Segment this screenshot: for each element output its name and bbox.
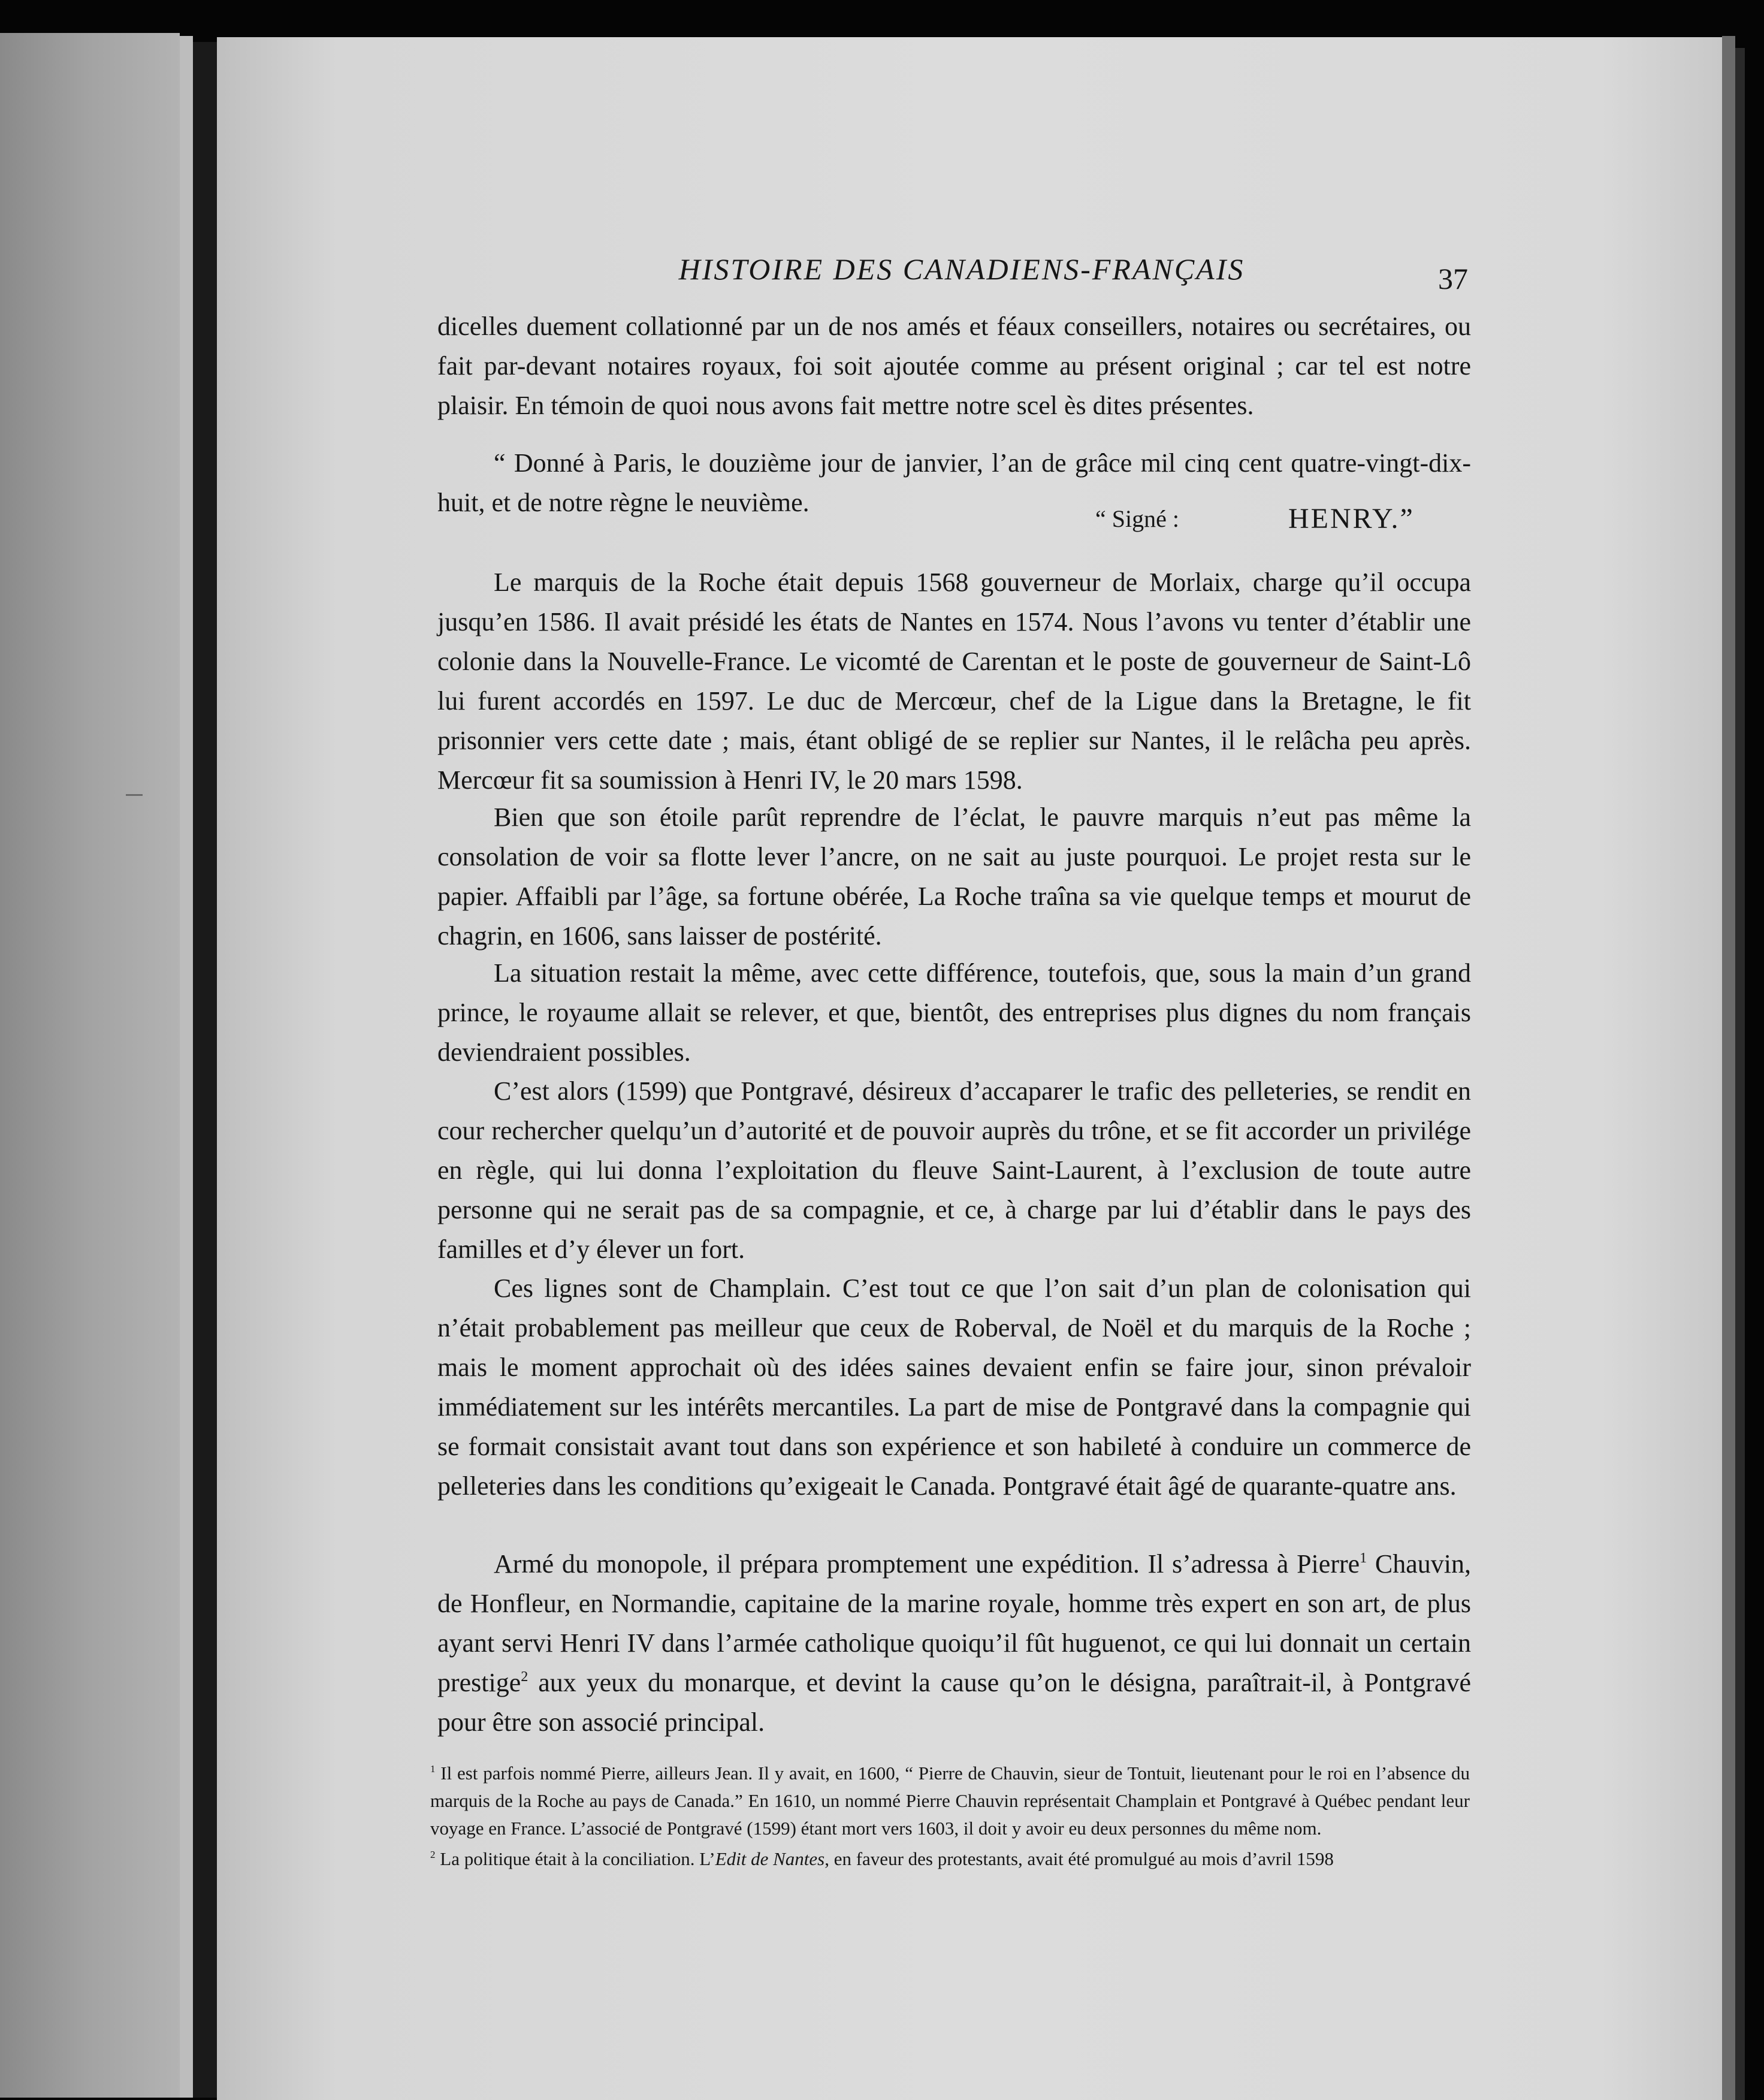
page-number: 37 <box>1438 262 1468 295</box>
paragraph-continuation: dicelles duement collationné par un de nos amés et féaux conseillers, notaires ou secrétaires, ou fait par-devant notaires royaux, foi soit ajoutée comme au présent original ; car tel est notre plaisir. En témoin de quoi nous avons fait mettre notre scel ès dites présentes. <box>437 312 1471 420</box>
footnote-2-mark: 2 <box>430 1849 436 1861</box>
facing-page-fragment <box>0 33 180 2098</box>
page-stack-edge <box>1735 48 1745 2100</box>
footnote-1-text: Il est parfois nommé Pierre, ailleurs Jean. Il y avait, en 1600, “ Pierre de Chauvin, sieur de Tontuit, lieutenant pour le roi en l’absence du marquis de la Roche au pays de Canada.” En 1610, un nommé Pierre Chauvin représentait Champlain et Pontgravé à Québec pendant leur voyage en France. L’associé de Pontgravé (1599) étant mort vers 1603, il doit y avoir eu deux personnes du même nom. <box>430 1763 1470 1839</box>
facing-page-edge <box>180 36 193 2098</box>
paragraph-champlain: Ces lignes sont de Champlain. C’est tout ce que l’on sait d’un plan de colonisation qui n’était probablement pas meilleur que ceux de Roberval, de Noël et du marquis de la Roche ; mais le moment approchait où des idées saines devaient enfin se faire jour, sinon prévaloir immédiatement sur les intérêts mercantiles. La part de mise de Pontgravé dans la compagnie qui se formait consistait avant tout dans son expérience et son habileté à conduire un commerce de pelleteries dans les conditions qu’exigeait le Canada. Pontgravé était âgé de quarante-quatre ans. <box>437 1274 1471 1501</box>
footnote-2-text-a: La politique était à la conciliation. L’ <box>435 1848 715 1869</box>
paragraph-monopole-text-a: Armé du monopole, il prépara promptement une expédition. Il s’adressa à Pierre <box>494 1549 1360 1579</box>
footnote-1-mark: 1 <box>430 1763 436 1775</box>
footnotes <box>430 1760 1470 1873</box>
signature-name: HENRY.” <box>1288 503 1415 535</box>
footnote-1 <box>430 1760 1470 1842</box>
paragraph-pontgrave: C’est alors (1599) que Pontgravé, désireux d’accaparer le trafic des pelleteries, se rendit en cour rechercher quelqu’un d’autorité et de pouvoir auprès du trône, et se fit accorder un privilége en règle, qui lui donna l’exploitation du fleuve Saint-Laurent, à l’exclusion de toute autre personne qui ne serait pas de sa compagnie, et ce, à charge par lui d’établir dans le pays des familles et d’y élever un fort. <box>437 1076 1471 1264</box>
running-header: HISTOIRE DES CANADIENS-FRANÇAIS <box>678 252 1245 286</box>
footnote-ref-1: 1 <box>1360 1550 1367 1567</box>
paragraph-situation: La situation restait la même, avec cette différence, toutefois, que, sous la main d’un grand prince, le royaume allait se relever, et que, bientôt, des entreprises plus dignes du nom français deviendraient possibles. <box>437 958 1471 1067</box>
paragraph-date-clause: “ Donné à Paris, le douzième jour de janvier, l’an de grâce mil cinq cent quatre-vingt-dix-huit, et de notre règne le neuvième. <box>437 448 1471 517</box>
paragraph-monopole-text-b: Chauvin, de Honfleur, en Normandie, capitaine de la marine royale, homme très expert en son art, de plus ayant servi Henri IV dans l’armée catholique quoiqu’il fût huguenot, ce qui lui donnait un certain prestige <box>437 1549 1471 1697</box>
page-edge-right <box>1722 36 1735 2100</box>
margin-mark <box>126 794 143 796</box>
paragraph-marquis: Le marquis de la Roche était depuis 1568 gouverneur de Morlaix, charge qu’il occupa jusqu’en 1586. Il avait présidé les états de Nantes en 1574. Nous l’avons vu tenter d’établir une colonie dans la Nouvelle-France. Le vicomté de Carentan et le poste de gouverneur de Saint-Lô lui furent accordés en 1597. Le duc de Mercœur, chef de la Ligue dans la Bretagne, le fit prisonnier vers cette date ; mais, étant obligé de se replier sur Nantes, il le relâcha peu après. Mercœur fit sa soumission à Henri IV, le 20 mars 1598. <box>437 568 1471 795</box>
book-gutter <box>193 42 217 2098</box>
signature-label: “ Signé : <box>1095 505 1179 532</box>
footnote-2 <box>430 1845 1470 1873</box>
paragraph-monopole <box>437 1544 1471 1742</box>
paragraph-monopole-text-c: aux yeux du monarque, et devint la cause qu’on le désigna, paraîtrait-il, à Pontgravé pour être son associé principal. <box>437 1668 1471 1737</box>
footnote-2-italic: Edit de Nantes <box>715 1848 825 1869</box>
paragraph-etoile: Bien que son étoile parût reprendre de l’éclat, le pauvre marquis n’eut pas même la consolation de voir sa flotte lever l’ancre, on ne sait au juste pourquoi. Le projet resta sur le papier. Affaibli par l’âge, sa fortune obérée, La Roche traîna sa vie quelque temps et mourut de chagrin, en 1606, sans laisser de postérité. <box>437 802 1471 951</box>
footnote-ref-2: 2 <box>521 1668 528 1685</box>
footnote-2-text-b: , en faveur des protestants, avait été promulgué au mois d’avril 1598 <box>824 1848 1334 1869</box>
